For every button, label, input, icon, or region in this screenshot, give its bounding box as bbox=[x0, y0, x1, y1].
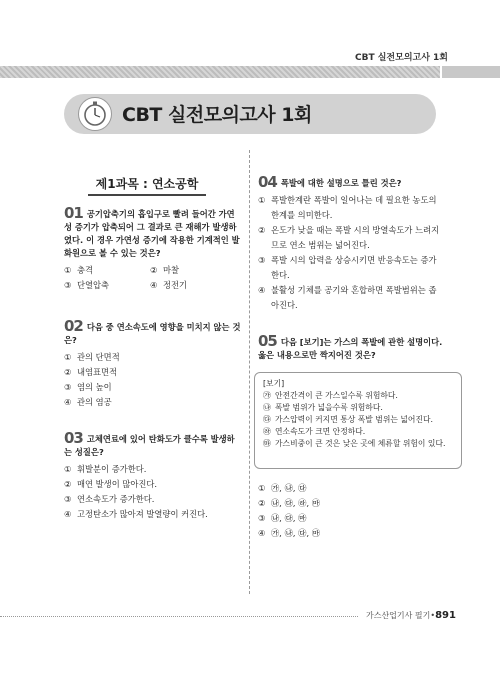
option-4[interactable] bbox=[64, 507, 242, 522]
option-2[interactable] bbox=[258, 496, 444, 511]
column-divider bbox=[249, 150, 250, 594]
option-mark: ③ bbox=[258, 255, 266, 265]
option-1[interactable] bbox=[64, 263, 150, 278]
option-text: 매연 발생이 많아진다. bbox=[77, 479, 158, 489]
example-text: 폭발 범위가 넓을수록 위험하다. bbox=[275, 403, 383, 412]
question-number: 01 bbox=[64, 204, 83, 222]
option-text: 연소속도가 증가한다. bbox=[77, 494, 155, 504]
example-text: 안전간격이 큰 가스일수록 위험하다. bbox=[275, 391, 398, 400]
question-stem bbox=[64, 317, 242, 347]
example-item bbox=[263, 414, 453, 426]
option-2[interactable] bbox=[258, 223, 444, 253]
option-mark: ① bbox=[64, 352, 72, 362]
question-number: 05 bbox=[258, 332, 277, 350]
example-box-title: [보기] bbox=[263, 379, 285, 388]
option-mark: ① bbox=[258, 483, 266, 493]
option-mark: ③ bbox=[64, 382, 72, 392]
option-mark: ③ bbox=[258, 513, 266, 523]
option-text: 온도가 낮을 때는 폭발 시의 방열속도가 느려지므로 연소 범위는 넓어진다. bbox=[271, 225, 440, 250]
options bbox=[64, 462, 242, 522]
question-stem bbox=[258, 173, 444, 191]
option-mark: ② bbox=[258, 498, 266, 508]
question-text: 고체연료에 있어 탄화도가 클수록 발생하는 성질은? bbox=[64, 434, 235, 457]
option-text: 관의 염공 bbox=[77, 397, 112, 407]
option-1[interactable] bbox=[258, 481, 444, 496]
option-3[interactable] bbox=[258, 511, 444, 526]
example-item bbox=[263, 390, 453, 402]
option-mark: ③ bbox=[64, 494, 72, 504]
option-mark: ② bbox=[258, 225, 266, 235]
question-stem bbox=[64, 429, 242, 459]
option-1[interactable] bbox=[64, 462, 242, 477]
option-text: 마찰 bbox=[163, 265, 180, 275]
option-3[interactable] bbox=[64, 380, 242, 395]
option-4[interactable] bbox=[150, 278, 236, 293]
example-mark: ㉯ bbox=[263, 403, 271, 412]
question-3 bbox=[64, 429, 242, 522]
example-mark: ㉱ bbox=[263, 427, 271, 436]
option-4[interactable] bbox=[64, 395, 242, 410]
options bbox=[64, 350, 242, 410]
header-decoration-bar bbox=[0, 66, 440, 78]
option-text: ㉯, ㉰, ㉱, ㉲ bbox=[271, 498, 321, 508]
example-item bbox=[263, 438, 453, 450]
option-text: 불활성 기체를 공기와 혼합하면 폭발범위는 좁아진다. bbox=[271, 285, 437, 310]
example-box bbox=[254, 372, 462, 469]
option-mark: ③ bbox=[64, 280, 72, 290]
option-mark: ④ bbox=[258, 285, 266, 295]
question-1 bbox=[64, 204, 242, 293]
example-mark: ㉲ bbox=[263, 439, 271, 448]
option-text: 관의 단면적 bbox=[77, 352, 120, 362]
page-footer bbox=[366, 610, 456, 621]
question-stem bbox=[258, 332, 444, 362]
option-text: 고정탄소가 많아져 발열량이 커진다. bbox=[77, 509, 208, 519]
option-1[interactable] bbox=[258, 193, 444, 223]
option-mark: ① bbox=[258, 195, 266, 205]
example-text: 가스압력이 커지면 통상 폭발 범위는 넓어진다. bbox=[275, 415, 433, 424]
question-number: 02 bbox=[64, 317, 83, 335]
question-number: 03 bbox=[64, 429, 83, 447]
option-mark: ① bbox=[64, 265, 72, 275]
example-item bbox=[263, 426, 453, 438]
option-text: 내염표면적 bbox=[77, 367, 118, 377]
option-3[interactable] bbox=[258, 253, 444, 283]
example-text: 연소속도가 크면 안정하다. bbox=[275, 427, 366, 436]
option-2[interactable] bbox=[150, 263, 236, 278]
stopwatch-icon bbox=[78, 97, 112, 131]
option-mark: ④ bbox=[258, 528, 266, 538]
page-title: CBT 실전모의고사 1회 bbox=[122, 104, 312, 126]
option-1[interactable] bbox=[64, 350, 242, 365]
footer-separator: • bbox=[430, 611, 436, 620]
option-text: 폭발 시의 압력을 상승시키면 반응속도는 증가한다. bbox=[271, 255, 437, 280]
footer-rule bbox=[0, 616, 358, 617]
option-text: ㉮, ㉯, ㉰, ㉲ bbox=[271, 528, 321, 538]
option-mark: ② bbox=[64, 479, 72, 489]
question-text: 공기압축기의 흡입구로 빨려 들어간 가연성 증기가 압축되어 그 결과로 큰 재해가 발생하였다. 이 경우 가연성 증기에 작용한 기계적인 발화원으로 볼 수 있는 것은? bbox=[64, 209, 240, 258]
running-header: CBT 실전모의고사 1회 bbox=[355, 53, 448, 63]
subject-heading: 제1과목 : 연소공학 bbox=[88, 175, 206, 196]
header-tab bbox=[442, 66, 500, 78]
option-text: 정전기 bbox=[163, 280, 188, 290]
option-text: ㉮, ㉯, ㉰ bbox=[271, 483, 307, 493]
options bbox=[64, 263, 242, 293]
option-mark: ④ bbox=[150, 280, 158, 290]
options bbox=[258, 193, 444, 313]
question-4 bbox=[258, 173, 444, 313]
option-mark: ② bbox=[64, 367, 72, 377]
book-title: 가스산업기사 필기 bbox=[366, 611, 431, 620]
option-mark: ② bbox=[150, 265, 158, 275]
option-text: 폭발한계란 폭발이 일어나는 데 필요한 농도의 한계를 의미한다. bbox=[271, 195, 437, 220]
option-text: 충격 bbox=[77, 265, 94, 275]
example-item bbox=[263, 402, 453, 414]
example-mark: ㉮ bbox=[263, 391, 271, 400]
option-3[interactable] bbox=[64, 278, 150, 293]
question-stem bbox=[64, 204, 242, 260]
question-text: 다음 [보기]는 가스의 폭발에 관한 설명이다. 옳은 내용으로만 짝지어진 것은? bbox=[258, 337, 443, 360]
option-text: 단열압축 bbox=[77, 280, 110, 290]
question-number: 04 bbox=[258, 173, 277, 191]
page-number: 891 bbox=[435, 610, 456, 621]
option-4[interactable] bbox=[258, 283, 444, 313]
options bbox=[258, 481, 444, 541]
option-mark: ① bbox=[64, 464, 72, 474]
option-text: ㉯, ㉰, ㉲ bbox=[271, 513, 307, 523]
option-mark: ④ bbox=[64, 509, 72, 519]
option-3[interactable] bbox=[64, 492, 242, 507]
question-5 bbox=[258, 332, 444, 362]
question-2 bbox=[64, 317, 242, 410]
question-text: 폭발에 대한 설명으로 틀린 것은? bbox=[280, 178, 402, 188]
question-text: 다음 중 연소속도에 영향을 미치지 않는 것은? bbox=[64, 322, 241, 345]
option-mark: ④ bbox=[64, 397, 72, 407]
example-text: 가스비중이 큰 것은 낮은 곳에 체류할 위험이 있다. bbox=[275, 439, 446, 448]
option-text: 휘발분이 증가한다. bbox=[77, 464, 147, 474]
option-text: 염의 높이 bbox=[77, 382, 112, 392]
example-mark: ㉰ bbox=[263, 415, 271, 424]
option-2[interactable] bbox=[64, 477, 242, 492]
option-2[interactable] bbox=[64, 365, 242, 380]
option-4[interactable] bbox=[258, 526, 444, 541]
question-5-options bbox=[258, 478, 444, 541]
